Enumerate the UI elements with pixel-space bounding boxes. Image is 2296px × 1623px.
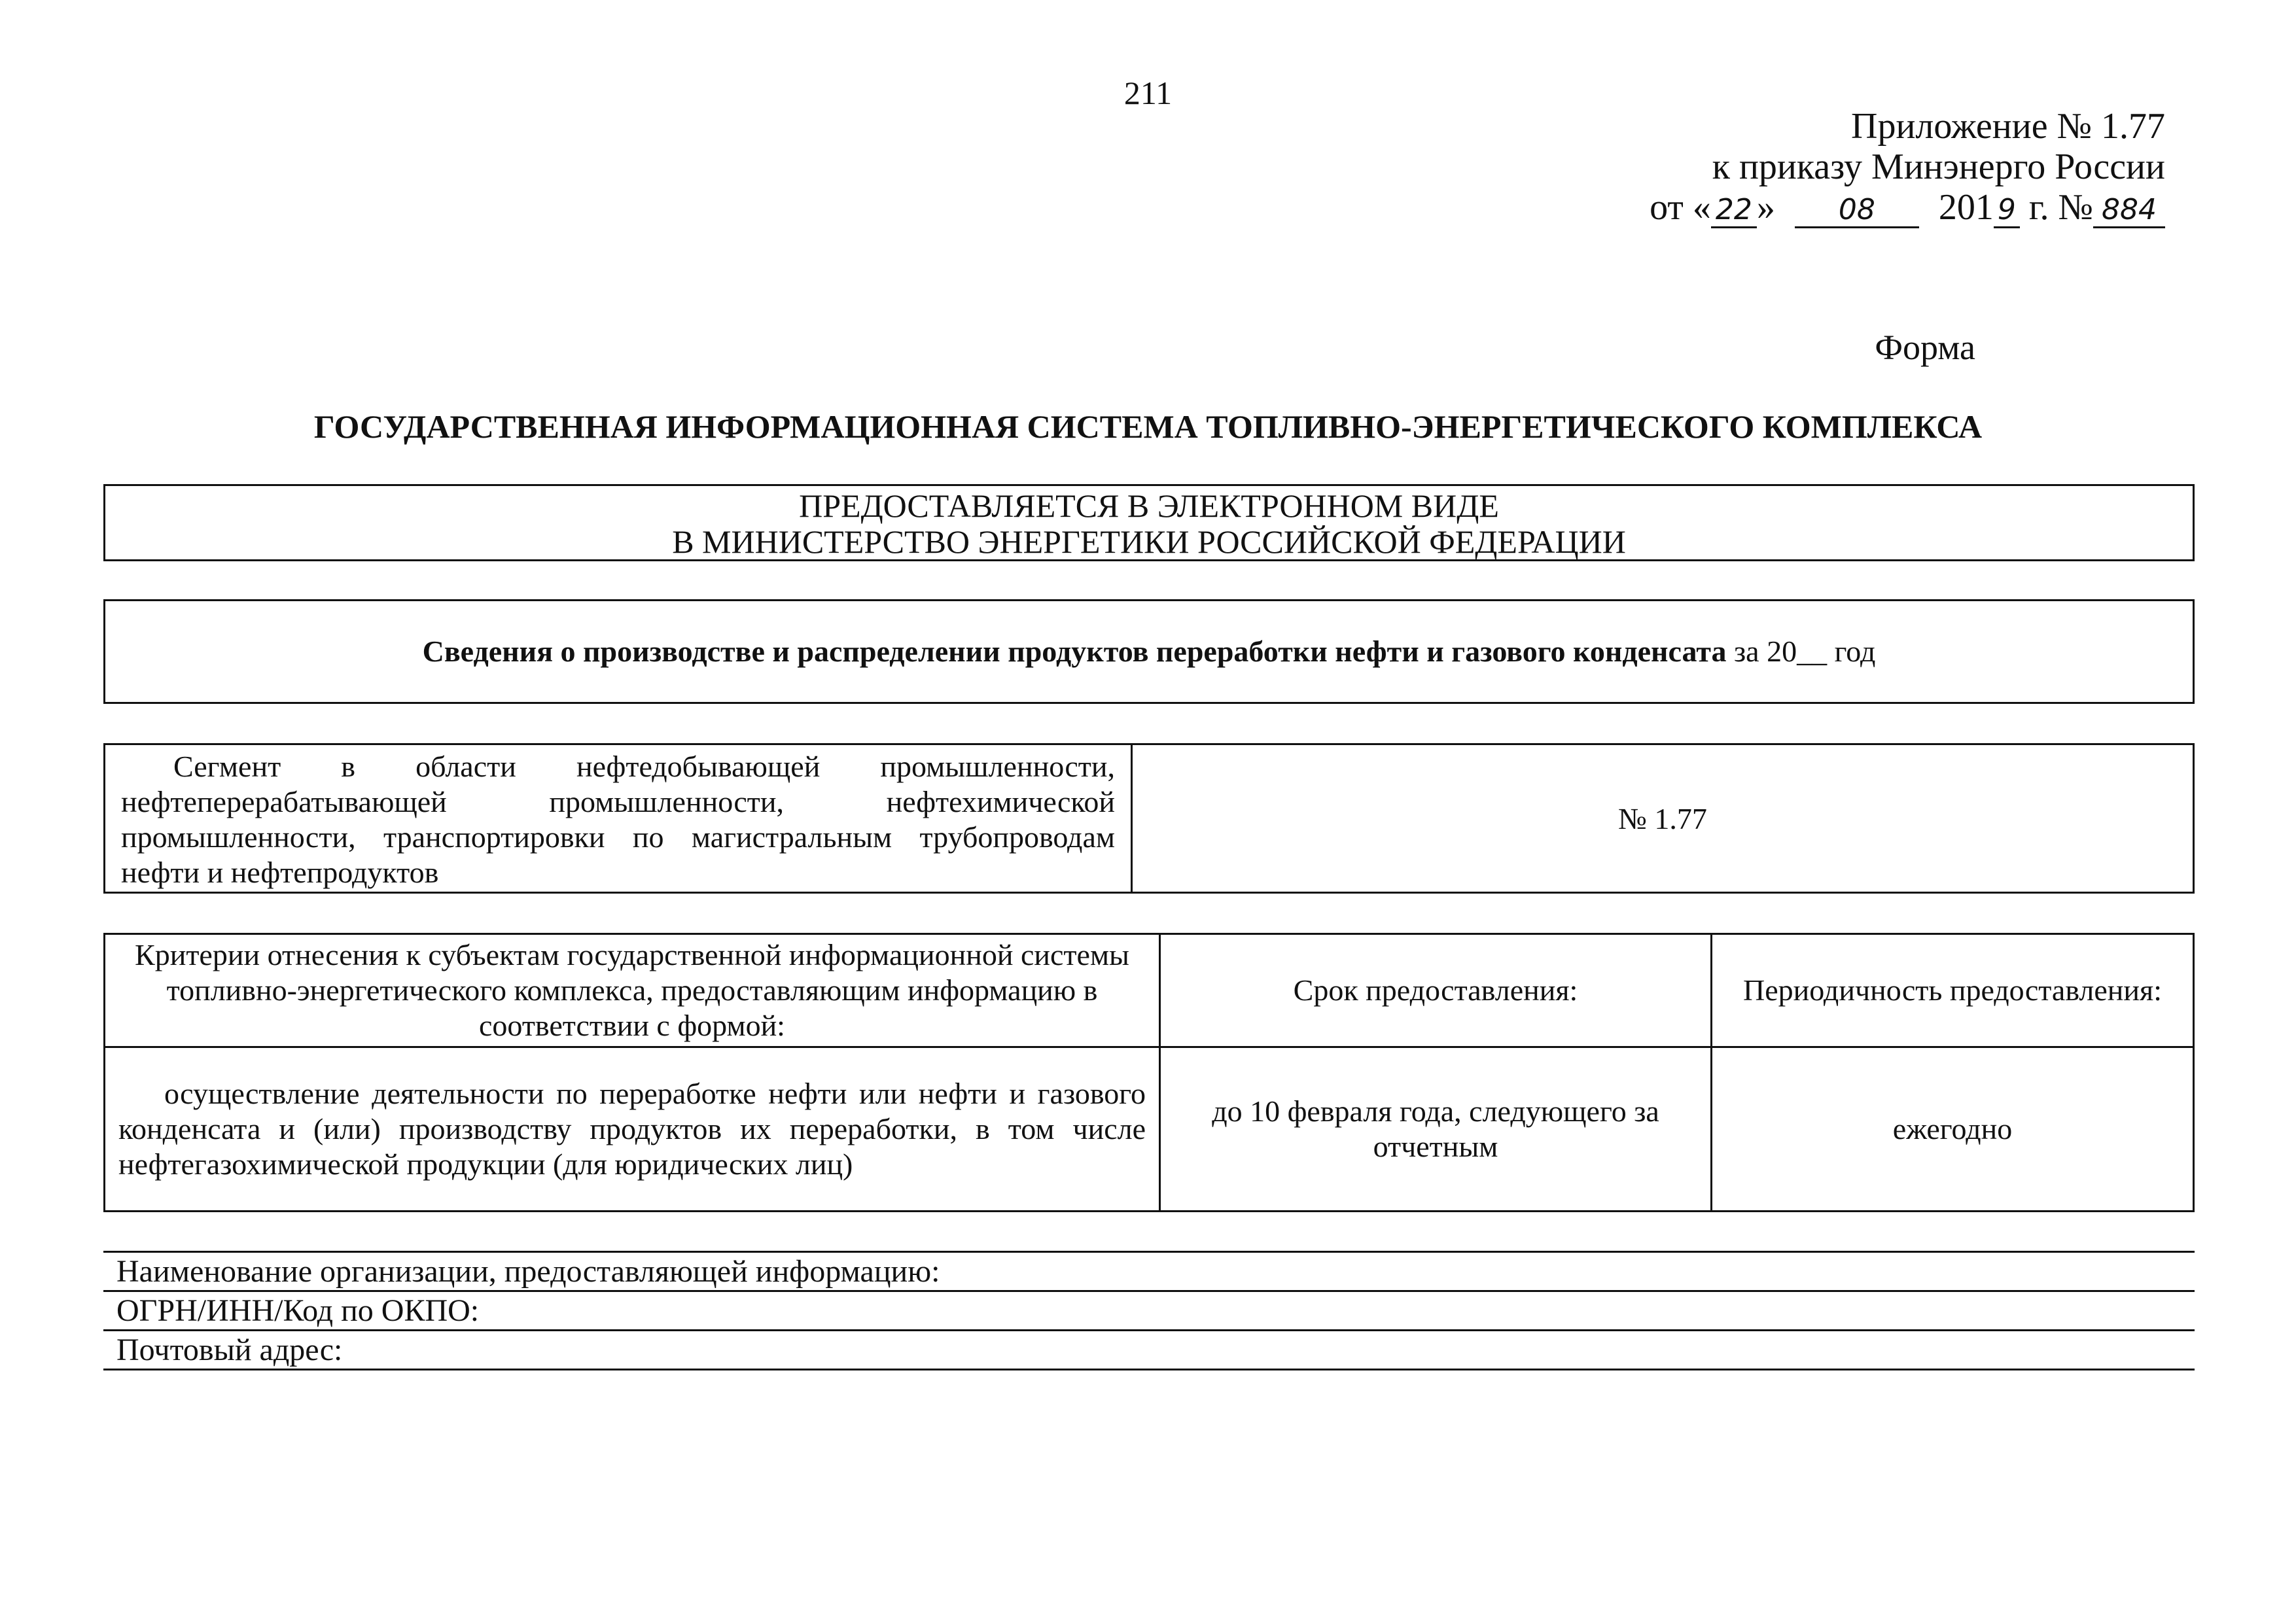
handwritten-month: 08	[1795, 194, 1919, 228]
ids-label: ОГРН/ИНН/Код по ОКПО:	[116, 1293, 480, 1328]
appendix-order-ref: к приказу Минэнерго России	[1712, 147, 2165, 187]
handwritten-day: 22	[1711, 194, 1757, 228]
submission-box	[103, 484, 2195, 561]
submission-line-2: В МИНИСТЕРСТВО ЭНЕРГЕТИКИ РОССИЙСКОЙ ФЕДЕРАЦИИ	[672, 523, 1626, 560]
field-line-3	[103, 1369, 2195, 1370]
date-prefix: от «	[1650, 187, 1711, 228]
handwritten-order-number: 884	[2093, 194, 2165, 228]
criteria-header-row	[105, 934, 2194, 1047]
appendix-title: Приложение № 1.77	[1851, 106, 2165, 147]
postal-address-label: Почтовый адрес:	[116, 1333, 343, 1367]
order-label: г. №	[2019, 187, 2093, 228]
criteria-table	[103, 933, 2195, 1212]
criteria-description: осуществление деятельности по переработке нефти или нефти и газового конденсата и (или) производству продуктов их переработки, в том числе нефтегазохимической продукции (для юридических лиц)	[105, 1047, 1160, 1212]
handwritten-year-digit: 9	[1994, 194, 2020, 228]
periodicity-value: ежегодно	[1712, 1047, 2194, 1212]
submission-line-1: ПРЕДОСТАВЛЯЕТСЯ В ЭЛЕКТРОННОМ ВИДЕ	[799, 487, 1499, 524]
date-day-close: »	[1756, 187, 1775, 228]
segment-description: Сегмент в области нефтедобывающей промышленности, нефтеперерабатывающей промышленности, нефтехимической промышленности, транспортировки по магистральным трубопроводам нефти и нефтепродуктов	[105, 745, 1133, 892]
document-heading: ГОСУДАРСТВЕННАЯ ИНФОРМАЦИОННАЯ СИСТЕМА ТОПЛИВНО-ЭНЕРГЕТИЧЕСКОГО КОМПЛЕКСА	[313, 408, 1983, 445]
field-line-2	[103, 1329, 2195, 1331]
form-number: № 1.77	[1618, 801, 1707, 835]
header-criteria: Критерии отнесения к субъектам государственной информационной системы топливно-энергетического комплекса, предоставляющим информацию в соответствии с формой:	[105, 934, 1160, 1047]
report-year: за 20__ год	[1726, 635, 1876, 668]
form-label: Форма	[1875, 328, 1975, 367]
segment-box	[103, 743, 2195, 894]
header-deadline: Срок предоставления:	[1160, 934, 1712, 1047]
appendix-date-line	[1650, 187, 2165, 228]
field-line-top	[103, 1251, 2195, 1253]
report-title: Сведения о производстве и распределении продуктов переработки нефти и газового конденсата	[422, 635, 1727, 668]
field-line-1	[103, 1290, 2195, 1292]
year-prefix: 201	[1938, 187, 1994, 228]
report-title-box	[103, 599, 2195, 704]
appendix-block	[1650, 106, 2165, 228]
deadline-value: до 10 февраля года, следующего за отчетным	[1160, 1047, 1712, 1212]
organization-name-label: Наименование организации, предоставляющей информацию:	[116, 1254, 940, 1289]
header-periodicity: Периодичность предоставления:	[1712, 934, 2194, 1047]
page-number: 211	[1123, 75, 1173, 111]
criteria-row	[105, 1047, 2194, 1212]
